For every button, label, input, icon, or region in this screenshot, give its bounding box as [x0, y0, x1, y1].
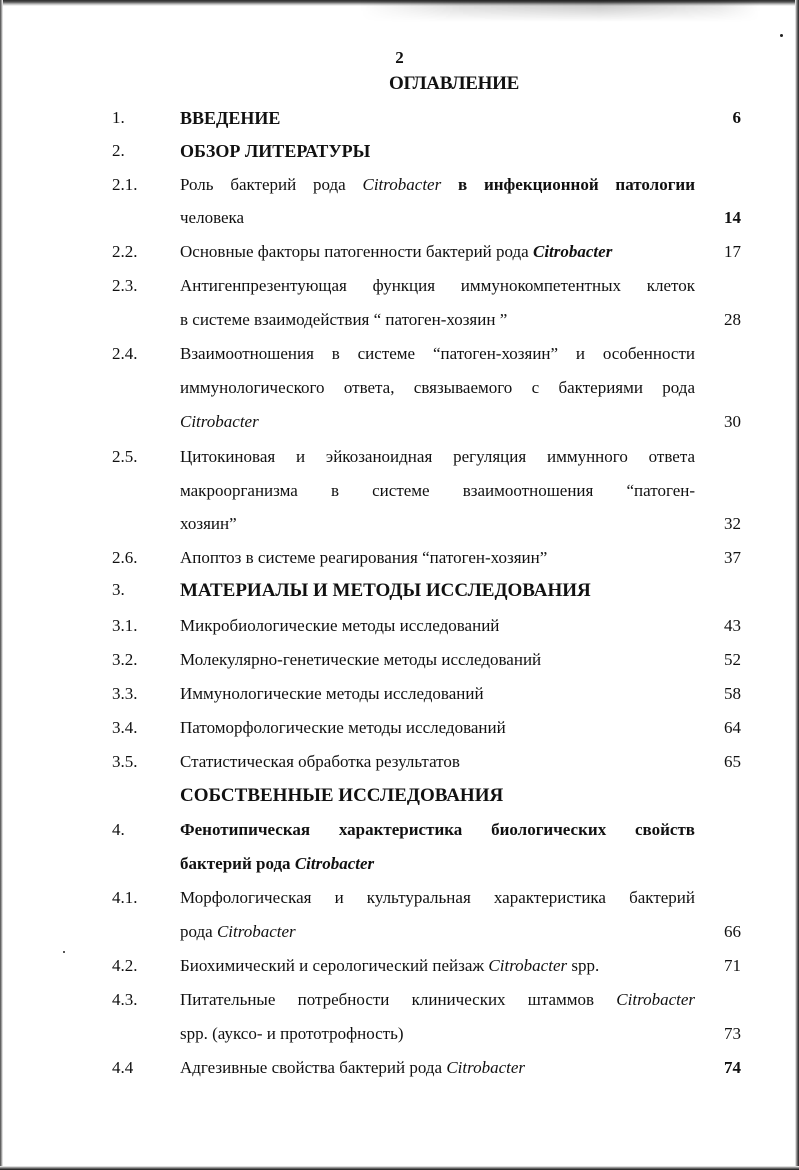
- toc-page: 65: [724, 752, 741, 771]
- toc-page: 71: [724, 956, 741, 975]
- toc-text: бактерий рода: [180, 854, 295, 873]
- toc-number: 4.1.: [112, 888, 138, 907]
- toc-entry: [0, 580, 799, 608]
- toc-entry: [0, 718, 799, 746]
- toc-entry: [0, 956, 799, 984]
- toc-section-heading: [0, 785, 799, 813]
- page-number: 2: [395, 48, 404, 67]
- toc-number: 3.4.: [112, 718, 138, 737]
- toc-number: 2.3.: [112, 276, 138, 295]
- toc-title-line: Морфологическая и культуральная характеристика бактерий: [180, 888, 695, 907]
- toc-number: 4.: [112, 820, 125, 839]
- toc-text-italic: Citrobacter: [488, 956, 568, 975]
- toc-page: 74: [724, 1058, 741, 1077]
- toc-text-italic: Citrobacter: [446, 1058, 526, 1077]
- toc-entry: [0, 447, 799, 475]
- toc-entry: [0, 175, 799, 203]
- toc-entry: [0, 650, 799, 678]
- toc-number: 4.3.: [112, 990, 138, 1009]
- toc-number: 2.1.: [112, 175, 138, 194]
- toc-text: Биохимический и серологический пейзаж: [180, 956, 489, 975]
- toc-number: 2.5.: [112, 447, 138, 466]
- scan-speck: [780, 34, 783, 37]
- toc-number: 4.2.: [112, 956, 138, 975]
- toc-number: 3.5.: [112, 752, 138, 771]
- toc-entry: [0, 752, 799, 780]
- toc-page: 14: [724, 208, 741, 227]
- toc-number: 1.: [112, 108, 125, 127]
- toc-page: 43: [724, 616, 741, 635]
- toc-entry: [0, 888, 799, 916]
- toc-text: Роль бактерий рода: [180, 175, 363, 194]
- toc-page: 73: [724, 1024, 741, 1043]
- toc-entry: [0, 820, 799, 848]
- toc-text: рода: [180, 922, 217, 941]
- toc-text-italic: Citrobacter: [532, 242, 613, 261]
- toc-entry-continued: [0, 481, 799, 509]
- page-title: ОГЛАВЛЕНИЕ: [389, 73, 519, 94]
- toc-entry: [0, 990, 799, 1018]
- toc-title: СОБСТВЕННЫЕ ИССЛЕДОВАНИЯ: [180, 785, 504, 806]
- toc-page: 66: [724, 922, 741, 941]
- toc-page: 64: [724, 718, 741, 737]
- toc-title: ВВЕДЕНИЕ: [180, 108, 281, 128]
- toc-title-line: Цитокиновая и эйкозаноидная регуляция иммунного ответа: [180, 447, 695, 466]
- toc-text: Адгезивные свойства бактерий рода: [180, 1058, 447, 1077]
- toc-title: Патоморфологические методы исследований: [180, 718, 506, 737]
- toc-title-line: Фенотипическая характеристика биологических свойств: [180, 820, 695, 839]
- toc-text: Основные факторы патогенности бактерий рода: [180, 242, 533, 261]
- toc-entry: [0, 276, 799, 304]
- toc-text-bold: в инфекционной патологии: [441, 175, 695, 194]
- toc-text: Питательные потребности клинических штаммов: [180, 990, 617, 1009]
- toc-number: 2.4.: [112, 344, 138, 363]
- toc-number: 4.4: [112, 1058, 134, 1077]
- toc-title: Статистическая обработка результатов: [180, 752, 460, 771]
- toc-title-line: человека: [180, 208, 245, 227]
- toc-title: Апоптоз в системе реагирования “патоген-хозяин”: [180, 548, 548, 567]
- toc-title-line: [180, 242, 695, 262]
- toc-entry: [0, 344, 799, 372]
- toc-title-line: spp. (ауксо- и прототрофность): [180, 1024, 404, 1043]
- toc-title-line: в системе взаимодействия “ патоген-хозяин ”: [180, 310, 508, 329]
- toc-title-line: макроорганизма в системе взаимоотношения “патоген-: [180, 481, 695, 500]
- toc-page: 52: [724, 650, 741, 669]
- toc-text: spp.: [567, 956, 600, 975]
- toc-page: 30: [724, 412, 741, 431]
- scan-edge-bottom: [0, 1166, 799, 1170]
- toc-page: 32: [724, 514, 741, 533]
- toc-number: 3.2.: [112, 650, 138, 669]
- toc-number: 2.6.: [112, 548, 138, 567]
- toc-text-italic: Citrobacter: [216, 922, 296, 941]
- toc-title-line: иммунологического ответа, связываемого с бактериями рода: [180, 378, 695, 397]
- toc-page: 58: [724, 684, 741, 703]
- toc-entry-continued: [0, 310, 799, 338]
- toc-entry: [0, 1058, 799, 1086]
- toc-entry: [0, 108, 799, 136]
- toc-page: 37: [724, 548, 741, 567]
- toc-title: МАТЕРИАЛЫ И МЕТОДЫ ИССЛЕДОВАНИЯ: [180, 580, 591, 601]
- toc-entry-continued: [0, 514, 799, 542]
- toc-entry: [0, 616, 799, 644]
- toc-number: 3.: [112, 580, 125, 599]
- toc-entry-continued: [0, 854, 799, 882]
- toc-entry: [0, 548, 799, 576]
- toc-entry: [0, 141, 799, 169]
- toc-entry-continued: [0, 1024, 799, 1052]
- toc-title-line: [180, 990, 695, 1010]
- toc-title-line: [180, 922, 695, 942]
- toc-entry-continued: [0, 922, 799, 950]
- toc-entry-continued: [0, 412, 799, 440]
- toc-title-line: Взаимоотношения в системе “патоген-хозяин” и особенности: [180, 344, 695, 363]
- toc-text-italic: Citrobacter: [294, 854, 375, 873]
- toc-number: 3.1.: [112, 616, 138, 635]
- toc-title: Микробиологические методы исследований: [180, 616, 500, 635]
- scan-speck: [63, 951, 65, 953]
- toc-entry-continued: [0, 208, 799, 236]
- toc-title: Молекулярно-генетические методы исследований: [180, 650, 542, 669]
- toc-page: 28: [724, 310, 741, 329]
- toc-title-line: [180, 854, 695, 874]
- toc-title: Иммунологические методы исследований: [180, 684, 484, 703]
- scan-noise-top: [0, 0, 799, 22]
- toc-entry: [0, 684, 799, 712]
- toc-title-line: Антигенпрезентующая функция иммунокомпетентных клеток: [180, 276, 695, 295]
- toc-title-line: [180, 175, 695, 195]
- toc-page: 17: [724, 242, 741, 261]
- toc-title-line: [180, 1058, 695, 1078]
- toc-number: 2.2.: [112, 242, 138, 261]
- toc-text-italic: Citrobacter: [180, 412, 259, 431]
- toc-title: ОБЗОР ЛИТЕРАТУРЫ: [180, 141, 371, 161]
- toc-page: 6: [732, 108, 741, 127]
- toc-title-line: хозяин”: [180, 514, 237, 533]
- toc-entry: [0, 242, 799, 270]
- toc-title-line: [180, 956, 695, 976]
- toc-text-italic: Citrobacter: [616, 990, 695, 1009]
- toc-number: 3.3.: [112, 684, 138, 703]
- toc-number: 2.: [112, 141, 125, 160]
- toc-text-italic: Citrobacter: [362, 175, 442, 194]
- toc-entry-continued: [0, 378, 799, 406]
